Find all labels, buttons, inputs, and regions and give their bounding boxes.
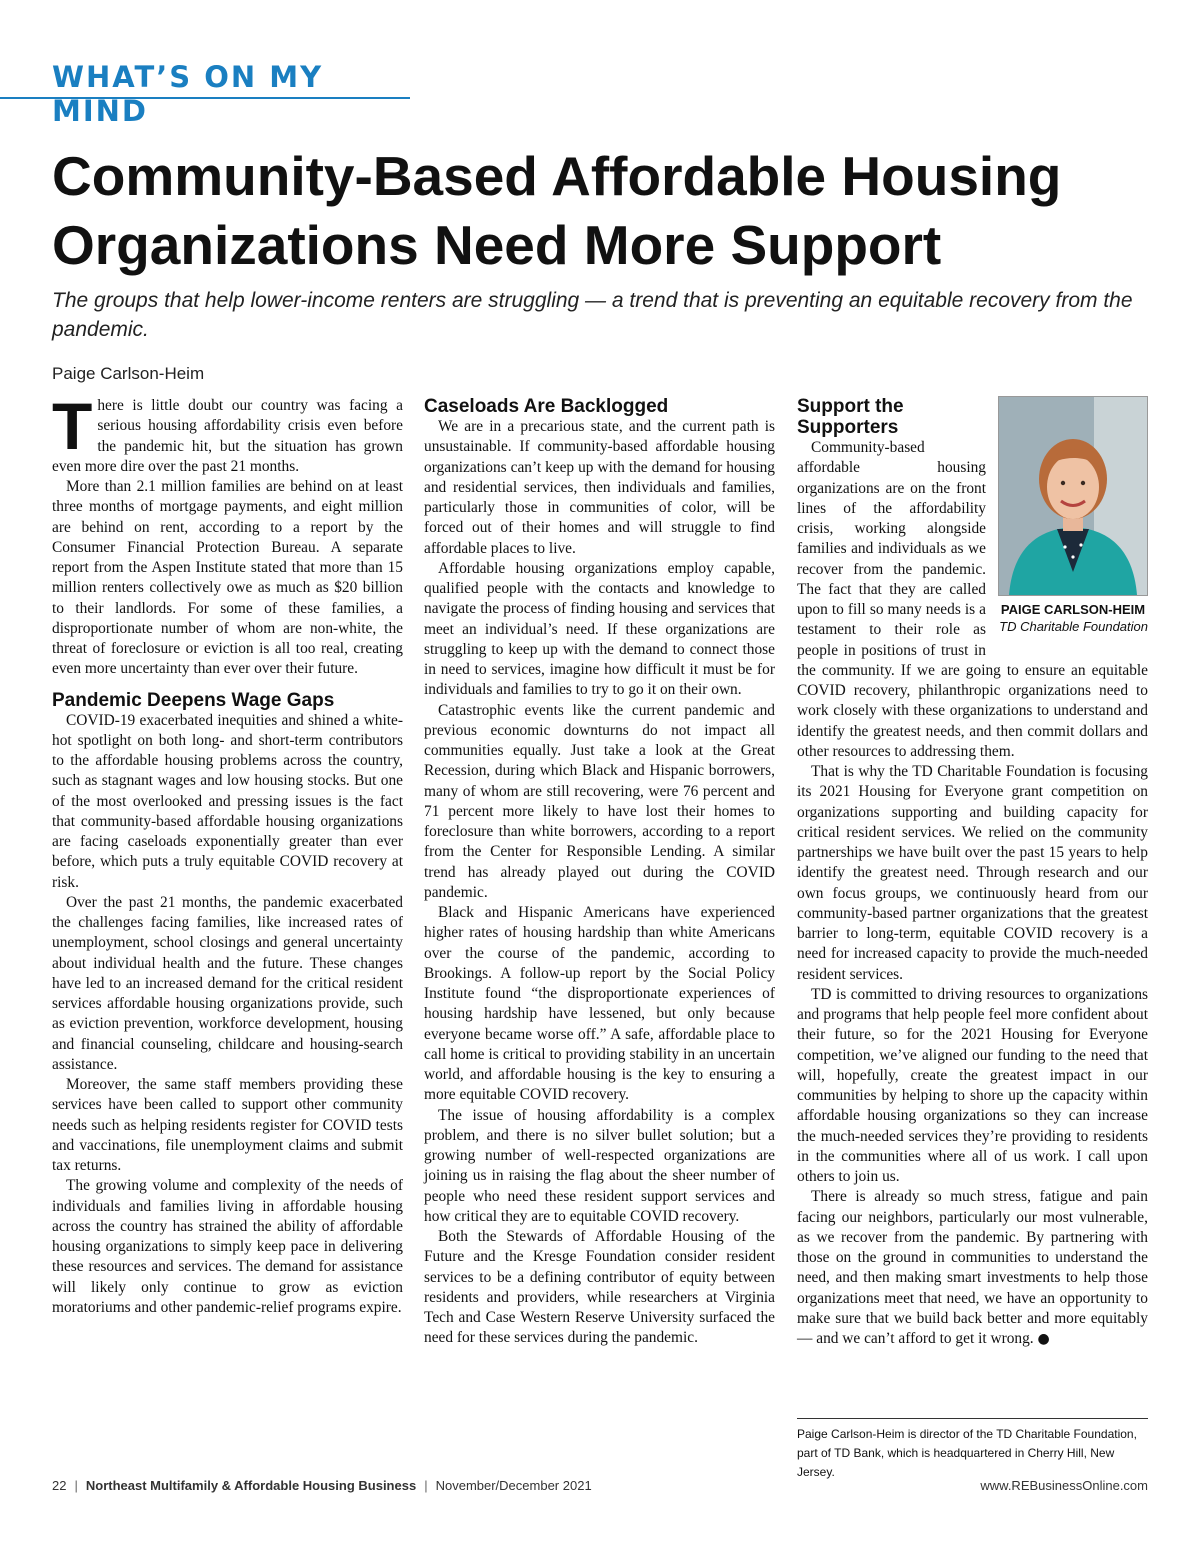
paragraph: TD is committed to driving resources to organizations and programs that help people feel more confident about their future, so for the 2021 Housing for Everyone competition, we’ve aligned our funding to the need that will, hopefully, create the greatest impact in our communities by helping to shore up the capacity within affordable housing organizations so they can increase the much-needed services they’re providing to residents in the communities where all of us work. I call upon others to join us. [797, 985, 1148, 1185]
publication-name: Northeast Multifamily & Affordable Housing Business [85, 1478, 417, 1493]
paragraph: Community-based affordable housing organizations are on the front lines of the affordability crisis, working alongside families and individuals as we recover from the pandemic. The fact that they are called upon to fill so many needs is a testament to their role as people in positions of trust in the community. If we are going to ensure an equitable COVID recovery, philanthropic organizations need to work closely with these organizations to understand and identify the greatest needs, and then commit dollars and other resources to addressing them. [797, 439, 1148, 760]
paragraph: More than 2.1 million families are behind on at least three months of mortgage payments, and eight million are behind on rent, according to a report by the Consumer Financial Protection Bureau. A separate report from the Aspen Institute stated that more than 15 million renters collectively owe as much as $20 billion to their landlords. For some of these families, a disproportionate number of whom are non-white, the threat of foreclosure or eviction is all too real, creating even more uncertainty than ever over their future. [52, 478, 403, 678]
paragraph: We are in a precarious state, and the current path is unsustainable. If community-based affordable housing organizations can’t keep up with the demand for housing and residential services, then individuals and families, particularly those in communities of color, will be forced out of their homes and will struggle to find affordable places to live. [424, 418, 775, 557]
paragraph: That is why the TD Charitable Foundation is focusing its 2021 Housing for Everyone grant competition on organizations supporting and building capacity for critical resident services. We relied on the community partnerships we have built over the past 15 years to help identify the greatest need. Through research and our own focus groups, we continuously heard from our community-based partner organizations that the greatest barrier to long-term, equitable COVID recovery is a need for increased capacity to provide the much-needed resident services. [797, 763, 1148, 983]
section-divider [0, 97, 410, 99]
end-mark-icon: ● [1037, 1331, 1050, 1347]
article-deck: The groups that help lower-income renters are struggling — a trend that is preventing an equitable recovery from the pandemic. [52, 289, 1133, 341]
column-1 [52, 389, 403, 1318]
author-photo [998, 396, 1148, 596]
page-footer [52, 1478, 1148, 1493]
paragraph: The issue of housing affordability is a complex problem, and there is no silver bullet solution; but a growing number of well-respected organizations are joining us in raising the flag about the sheer number of people who need these resident support services and how critical they are to equitable COVID recovery. [424, 1106, 775, 1225]
paragraph: Catastrophic events like the current pandemic and previous economic downturns do not impact all communities equally. Just take a look at the Great Recession, during which Black and Hispanic borrowers, many of whom are still recovering, were 76 percent and 71 percent more likely to have lost their homes to foreclosure than white borrowers, according to a report from the Center for Responsible Lending. A similar trend has already played out during the COVID pandemic. [424, 701, 775, 901]
footer-separator: | [74, 1478, 78, 1493]
website-url[interactable]: www.REBusinessOnline.com [980, 1478, 1148, 1493]
paragraph: Over the past 21 months, the pandemic exacerbated the challenges facing families, like increased rates of unemployment, school closings and general uncertainty about individual health and the future. These changes have led to an increased demand for the critical resident services affordable housing organizations provide, such as eviction prevention, workforce development, housing and financial counseling, childcare and housing-search assistance. [52, 893, 403, 1073]
bio-divider [797, 1418, 1148, 1419]
footer-separator: | [424, 1478, 428, 1493]
subhead-wage-gaps: Pandemic Deepens Wage Gaps [52, 689, 335, 711]
column-2 [424, 396, 775, 1349]
portrait-illustration [999, 397, 1147, 595]
paragraph [797, 1187, 1148, 1349]
paragraph: Black and Hispanic Americans have experienced higher rates of housing hardship than white Americans over the course of the pandemic, according to Brookings. A follow-up report by the Social Policy Institute found “the disproportionate experiences of housing hardship have lessened, but only because everyone became worse off.” A safe, affordable place to call home is critical to providing stability in an uncertain world, and affordable housing is the key to ensuring a more equitable COVID recovery. [424, 904, 775, 1104]
section-label: WHAT’S ON MY MIND [52, 60, 324, 128]
subhead-line-2: Supporters [797, 417, 899, 438]
column-3 [797, 396, 1148, 1349]
paragraph: Both the Stewards of Affordable Housing of the Future and the Kresge Foundation consider resident services to be a defining contributor of equity between residents and providers, while researchers at Virginia Tech and Case Western Reserve University surfaced the need for these services during the pandemic. [424, 1228, 775, 1347]
subhead-caseloads: Caseloads Are Backlogged [424, 396, 669, 417]
paragraph: Affordable housing organizations employ capable, qualified people with the contacts and knowledge to navigate the process of finding housing and services that meet an individual’s need. If these organizations are struggling to keep up with the demand to connect those in need to services, imagine how difficult it must be for individuals and families to try to go it on their own. [424, 559, 775, 699]
page-number: 22 [52, 1478, 67, 1493]
drop-cap: T [52, 389, 93, 463]
author-photo-block [998, 396, 1148, 646]
photo-caption-name: PAIGE CARLSON-HEIM [1000, 602, 1146, 617]
paragraph: COVID-19 exacerbated inequities and shined a white-hot spotlight on both long- and short-term contributors to the affordable housing problems across the country, such as stagnant wages and low housing stocks. But one of the most overlooked and pressing issues is the fact that community-based affordable housing organizations are facing caseloads exponentially greater than ever before, which puts a truly equitable COVID recovery at risk. [52, 711, 403, 891]
issue-date: November/December 2021 [435, 1478, 592, 1493]
author-bio: Paige Carlson-Heim is director of the TD Charitable Foundation, part of TD Bank, which is headquartered in Cherry Hill, New Jersey. [797, 1427, 1137, 1479]
byline: Paige Carlson-Heim [52, 364, 205, 383]
article-headline: Community-Based Affordable Housing Organizations Need More Support [52, 145, 1062, 276]
paragraph: The growing volume and complexity of the needs of individuals and families living in affordable housing across the country has strained the ability of affordable housing organizations to simply keep pace in delivering these resources and services. The demand for assistance will likely only continue to grow as eviction moratoriums and other pandemic-relief programs expire. [52, 1177, 403, 1316]
paragraph-text: There is already so much stress, fatigue and pain facing our neighbors, particularly our most vulnerable, as we recover from the pandemic. By partnering with those on the ground in communities to understand the need, and then making smart investments to help those organizations meet that need, we have an opportunity to make sure that we build back better and more equitably — and we can’t afford to get it wrong. [797, 1188, 1148, 1347]
paragraph: Moreover, the same staff members providing these services have been called to support other community needs such as helping residents register for COVID tests and vaccinations, file unemployment claims and submit tax returns. [52, 1076, 403, 1174]
photo-caption-org: TD Charitable Foundation [999, 619, 1148, 634]
subhead-line-1: Support the [797, 396, 904, 417]
paragraph [52, 389, 403, 477]
paragraph-text: here is little doubt our country was facing a serious housing affordability crisis even before the pandemic hit, but the situation has grown even more dire over the past 21 months. [52, 397, 403, 475]
